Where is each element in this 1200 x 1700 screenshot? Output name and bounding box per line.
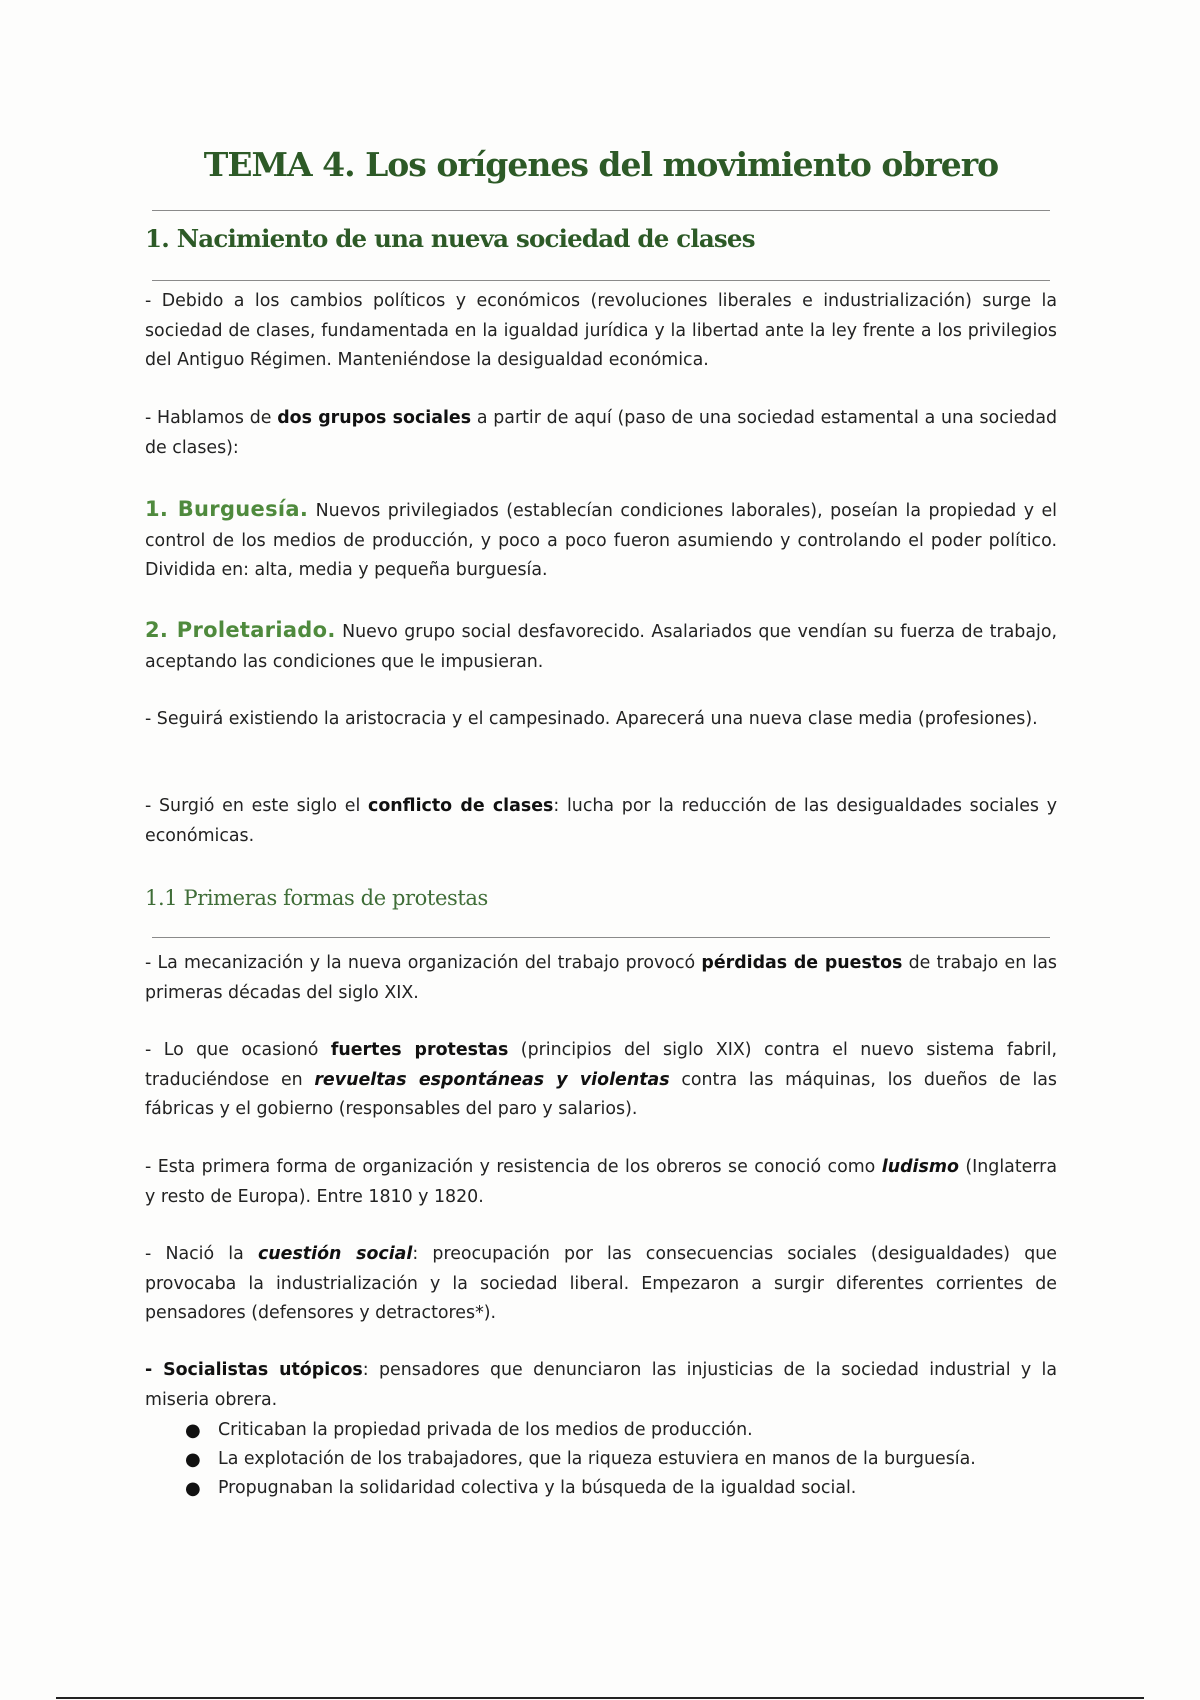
paragraph-sociedad-clases: - Debido a los cambios políticos y económicos (revoluciones liberales e industrialización) surge la sociedad de clases, fundamentada en la igualdad jurídica y la libertad ante la ley frente a los privilegios del Antiguo Régimen. Manteniéndose la desigualdad económica. <box>145 291 1057 370</box>
bullet-icon: ● <box>185 1449 201 1470</box>
section-divider-1 <box>152 280 1050 281</box>
section-heading-1: 1. Nacimiento de una nueva sociedad de clases <box>145 224 755 253</box>
bold-term: - Socialistas utópicos <box>145 1360 363 1380</box>
list-item <box>145 1474 1057 1503</box>
bullet-icon: ● <box>185 1420 201 1441</box>
footer-divider <box>56 1697 1144 1699</box>
text-segment: : pensadores que denunciaron las injusticias de la sociedad industrial y la miseria obrera. <box>145 1360 1057 1410</box>
document-title: TEMA 4. Los orígenes del movimiento obrero <box>203 145 999 184</box>
bullet-list <box>145 1416 1057 1503</box>
text-segment: - Esta primera forma de organización y resistencia de los obreros se conoció como <box>145 1157 882 1177</box>
proletariado-label: 2. Proletariado. <box>145 618 336 642</box>
burguesia-label: 1. Burguesía. <box>145 497 309 521</box>
text-segment: - Hablamos de <box>145 408 278 428</box>
italic-term: cuestión social <box>257 1244 413 1264</box>
text-segment: - Surgió en este siglo el <box>145 796 369 816</box>
list-item <box>145 1445 1057 1474</box>
paragraph-protestas <box>145 1036 1057 1125</box>
list-item-text: La explotación de los trabajadores, que la riqueza estuviera en manos de la burguesía. <box>218 1449 976 1469</box>
paragraph-mecanizacion <box>145 949 1057 1008</box>
bold-term: pérdidas de puestos <box>701 953 903 973</box>
paragraph-cuestion-social <box>145 1240 1057 1329</box>
section-heading-1-1: 1.1 Primeras formas de protestas <box>145 886 488 910</box>
title-divider <box>152 210 1050 211</box>
paragraph-ludismo <box>145 1153 1057 1212</box>
text-segment: a partir de aquí (paso de una sociedad estamental a una sociedad de clases): <box>145 408 1058 458</box>
text-segment: contra las máquinas, los dueños de las fábricas y el gobierno (responsables del paro y salarios). <box>145 1069 1057 1119</box>
italic-term: revueltas espontáneas y violentas <box>314 1069 670 1090</box>
bold-term: dos grupos sociales <box>277 408 472 428</box>
text-segment: : preocupación por las consecuencias sociales (desigualdades) que provocaba la industrialización y la sociedad liberal. Empezaron a surgir diferentes corrientes de pensadores (defensores y detractores*). <box>145 1244 1057 1323</box>
section-divider-2 <box>152 937 1050 938</box>
text-segment: : lucha por la reducción de las desigualdades sociales y económicas. <box>145 796 1057 846</box>
list-item <box>145 1416 1057 1445</box>
proletariado-text: Nuevo grupo social desfavorecido. Asalariados que vendían su fuerza de trabajo, aceptando las condiciones que le impusieran. <box>145 622 1057 672</box>
burguesia-text: Nuevos privilegiados (establecían condiciones laborales), poseían la propiedad y el control de los medios de producción, y poco a poco fueron asumiendo y controlando el poder político. Dividida en: alta, media y pequeña burguesía. <box>145 501 1058 580</box>
bold-term: fuertes protestas <box>330 1040 509 1060</box>
text-segment: (principios del siglo XIX) contra el nuevo sistema fabril, traduciéndose en <box>145 1040 1057 1090</box>
list-item-text: Criticaban la propiedad privada de los medios de producción. <box>218 1420 753 1440</box>
paragraph-burguesia <box>145 495 1057 586</box>
text-segment: (Inglaterra y resto de Europa). Entre 1810 y 1820. <box>145 1157 1057 1207</box>
bullet-icon: ● <box>185 1478 201 1499</box>
text-segment: - La mecanización y la nueva organización del trabajo provocó <box>145 953 702 973</box>
text-segment: - Lo que ocasionó <box>145 1040 331 1060</box>
list-item-text: Propugnaban la solidaridad colectiva y la búsqueda de la igualdad social. <box>218 1478 857 1498</box>
paragraph-aristocracia: - Seguirá existiendo la aristocracia y el campesinado. Aparecerá una nueva clase media (profesiones). <box>145 709 1038 729</box>
text-segment: de trabajo en las primeras décadas del siglo XIX. <box>145 953 1057 1003</box>
paragraph-proletariado <box>145 616 1057 677</box>
italic-term: ludismo <box>881 1157 959 1177</box>
bold-term: conflicto de clases <box>368 796 554 816</box>
paragraph-socialistas <box>145 1356 1057 1415</box>
paragraph-conflicto <box>145 792 1057 851</box>
text-segment: - Nació la <box>145 1244 258 1264</box>
paragraph-dos-grupos <box>145 404 1057 463</box>
